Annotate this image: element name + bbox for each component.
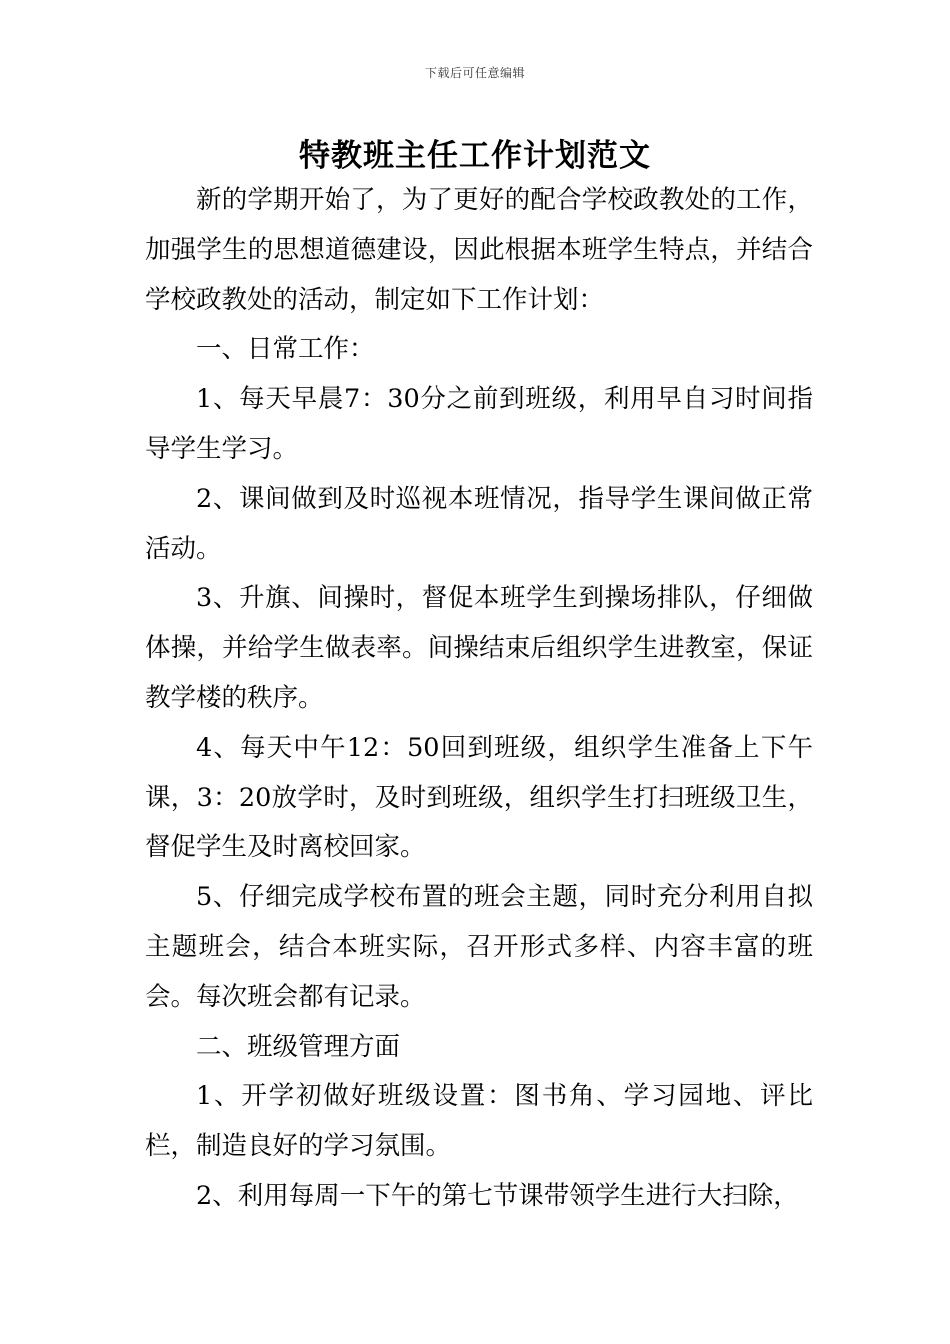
management-item-2: 2、利用每周一下午的第七节课带领学生进行大扫除， bbox=[196, 1180, 799, 1211]
intro-paragraph: 新的学期开始了，为了更好的配合学校政教处的工作，加强学生的思想道德建设，因此根据本班学生特点，并结合学校政教处的活动，制定如下工作计划： bbox=[145, 185, 813, 315]
document-body bbox=[145, 176, 813, 1222]
daily-item-2: 2、课间做到及时巡视本班情况，指导学生课间做正常活动。 bbox=[145, 483, 813, 564]
document-title: 特教班主任工作计划范文 bbox=[299, 138, 651, 174]
daily-item-1: 1、每天早晨7：30分之前到班级，利用早自习时间指导学生学习。 bbox=[145, 384, 813, 464]
daily-item-5: 5、仔细完成学校布置的班会主题，同时充分利用自拟主题班会，结合本班实际，召开形式多样、内容丰富的班会。每次班会都有记录。 bbox=[145, 882, 813, 1012]
management-item-1: 1、开学初做好班级设置：图书角、学习园地、评比栏，制造良好的学习氛围。 bbox=[145, 1081, 813, 1162]
daily-item-3: 3、升旗、间操时，督促本班学生到操场排队，仔细做体操，并给学生做表率。间操结束后组织学生进教室，保证教学楼的秩序。 bbox=[145, 583, 813, 713]
page-header-note: 下载后可任意编辑 bbox=[424, 66, 525, 80]
section-heading-daily-work: 一、日常工作： bbox=[196, 334, 375, 365]
section-heading-class-management: 二、班级管理方面 bbox=[196, 1031, 401, 1062]
daily-item-4: 4、每天中午12：50回到班级，组织学生准备上下午课，3：20放学时，及时到班级，组织学生打扫班级卫生，督促学生及时离校回家。 bbox=[145, 732, 813, 863]
